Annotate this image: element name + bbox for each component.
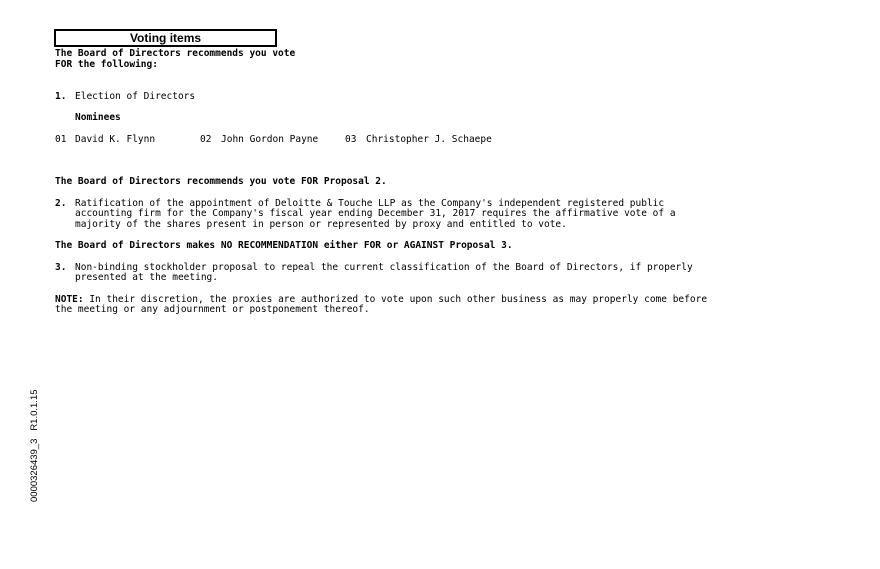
note-line-2: the meeting or any adjournment or postponement thereof. (55, 304, 370, 315)
item-2-line-2: accounting firm for the Company's fiscal year ending December 31, 2017 requires the affirmative vote of a (75, 208, 676, 219)
item-3-line-1: Non-binding stockholder proposal to repeal the current classification of the Board of Directors, if properly (75, 262, 693, 273)
nominee-2-code: 02 (200, 134, 212, 145)
item-2-number: 2. (55, 198, 67, 209)
proposal-3-recommendation: The Board of Directors makes NO RECOMMENDATION either FOR or AGAINST Proposal 3. (55, 240, 513, 251)
item-1-label: Election of Directors (75, 91, 196, 102)
intro-line-2: FOR the following: (55, 59, 158, 70)
item-3-number: 3. (55, 262, 67, 273)
proposal-2-recommendation: The Board of Directors recommends you vote FOR Proposal 2. (55, 176, 387, 187)
nominee-1-name: David K. Flynn (75, 134, 156, 145)
voting-items-header: Voting items (54, 29, 277, 47)
item-2-line-1: Ratification of the appointment of Deloitte & Touche LLP as the Company's independent registered public (75, 198, 665, 209)
item-2-line-3: majority of the shares present in person or represented by proxy and entitled to vote. (75, 219, 567, 230)
item-1-number: 1. (55, 91, 67, 102)
item-3-line-2: presented at the meeting. (75, 272, 218, 283)
nominees-heading: Nominees (75, 112, 121, 123)
document-side-code: 0000326439_3 R1.0.1.15 (29, 389, 40, 502)
nominee-3-code: 03 (345, 134, 357, 145)
nominee-1-code: 01 (55, 134, 67, 145)
nominee-3-name: Christopher J. Schaepe (366, 134, 492, 145)
nominee-2-name: John Gordon Payne (221, 134, 319, 145)
note-label: NOTE: (55, 294, 84, 305)
note-text-1: In their discretion, the proxies are authorized to vote upon such other business as may properly come before (83, 294, 708, 305)
intro-line-1: The Board of Directors recommends you vote (55, 48, 296, 59)
